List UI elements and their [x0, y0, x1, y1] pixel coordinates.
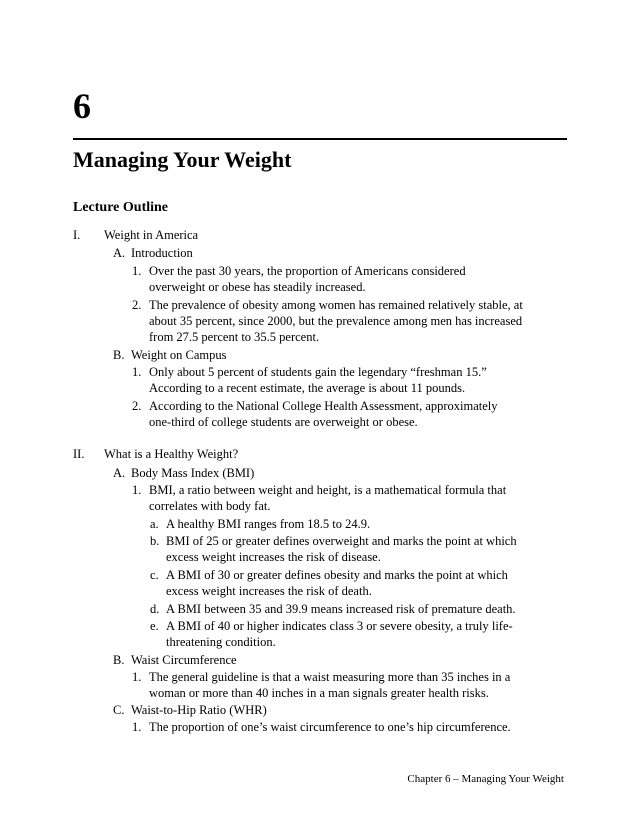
- subsection-marker: B.: [113, 653, 125, 667]
- item-marker: 1.: [132, 264, 142, 278]
- page-footer: Chapter 6 – Managing Your Weight: [407, 773, 564, 785]
- subitem-line: threatening condition.: [166, 635, 276, 649]
- item-line: overweight or obese has steadily increased.: [149, 280, 366, 294]
- item-marker: 2.: [132, 298, 142, 312]
- subitem-marker: a.: [150, 517, 159, 531]
- item-line: one-third of college students are overweight or obese.: [149, 415, 418, 429]
- chapter-title: Managing Your Weight: [73, 147, 292, 172]
- section-marker: I.: [73, 228, 81, 242]
- item-line: The general guideline is that a waist measuring more than 35 inches in a: [149, 670, 511, 684]
- item-line: woman or more than 40 inches in a man signals greater health risks.: [149, 686, 489, 700]
- subsection-title: Weight on Campus: [131, 348, 227, 362]
- item-line: BMI, a ratio between weight and height, is a mathematical formula that: [149, 483, 507, 497]
- section-marker: II.: [73, 447, 85, 461]
- item-line: Over the past 30 years, the proportion of Americans considered: [149, 264, 466, 278]
- subsection-title: Introduction: [131, 246, 193, 260]
- subsection-title: Waist-to-Hip Ratio (WHR): [131, 703, 267, 717]
- subitem-marker: c.: [150, 568, 159, 582]
- item-marker: 2.: [132, 399, 142, 413]
- item-marker: 1.: [132, 670, 142, 684]
- item-line: correlates with body fat.: [149, 499, 271, 513]
- subitem-line: BMI of 25 or greater defines overweight and marks the point at which: [166, 534, 517, 548]
- item-line: from 27.5 percent to 35.5 percent.: [149, 330, 320, 344]
- subitem-line: A BMI of 40 or higher indicates class 3 or severe obesity, a truly life-: [166, 619, 513, 633]
- title-rule: [73, 138, 567, 140]
- section-title: What is a Healthy Weight?: [104, 447, 239, 461]
- subitem-line: A BMI of 30 or greater defines obesity and marks the point at which: [166, 568, 508, 582]
- item-line: The proportion of one’s waist circumference to one’s hip circumference.: [149, 720, 511, 734]
- subsection-marker: C.: [113, 703, 125, 717]
- item-marker: 1.: [132, 365, 142, 379]
- item-line: about 35 percent, since 2000, but the prevalence among men has increased: [149, 314, 523, 328]
- item-line: According to the National College Health Assessment, approximately: [149, 399, 498, 413]
- item-marker: 1.: [132, 483, 142, 497]
- subitem-marker: b.: [150, 534, 160, 548]
- subsection-marker: A.: [113, 246, 126, 260]
- item-line: According to a recent estimate, the average is about 11 pounds.: [149, 381, 466, 395]
- item-marker: 1.: [132, 720, 142, 734]
- subsection-marker: A.: [113, 466, 126, 480]
- subitem-line: A BMI between 35 and 39.9 means increased risk of premature death.: [166, 602, 516, 616]
- item-line: The prevalence of obesity among women has remained relatively stable, at: [149, 298, 523, 312]
- subitem-line: excess weight increases the risk of disease.: [166, 550, 381, 564]
- subitem-marker: e.: [150, 619, 159, 633]
- subsection-title: Body Mass Index (BMI): [131, 466, 255, 480]
- section-title: Weight in America: [104, 228, 199, 242]
- subitem-line: A healthy BMI ranges from 18.5 to 24.9.: [166, 517, 371, 531]
- outline-heading: Lecture Outline: [73, 200, 169, 215]
- chapter-number: 6: [73, 86, 91, 126]
- item-line: Only about 5 percent of students gain the legendary “freshman 15.”: [149, 365, 487, 379]
- subitem-line: excess weight increases the risk of death.: [166, 584, 372, 598]
- subsection-title: Waist Circumference: [131, 653, 237, 667]
- subitem-marker: d.: [150, 602, 160, 616]
- subsection-marker: B.: [113, 348, 125, 362]
